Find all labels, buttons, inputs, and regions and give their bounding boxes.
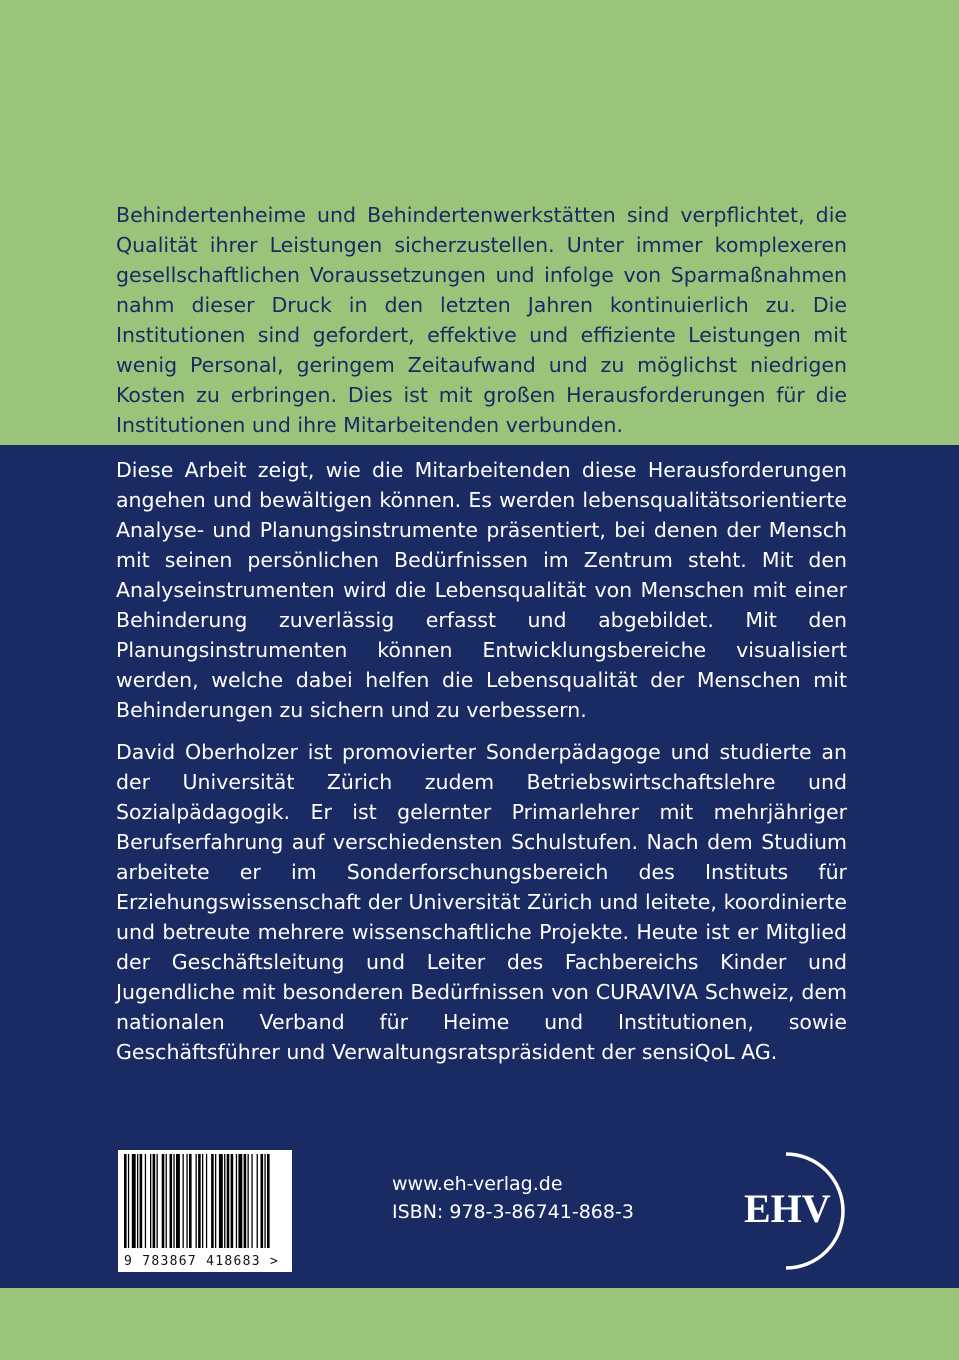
barcode-digits: 9 783867 418683 > <box>124 1254 280 1269</box>
publisher-website: www.eh-verlag.de <box>392 1173 563 1195</box>
publisher-info <box>392 1170 634 1226</box>
barcode-bars <box>118 1150 292 1250</box>
author-bio-paragraph: David Oberholzer ist promovierter Sonderpädagoge und studierte an der Universität Zürich zudem Betriebswirtschaftslehre und Sozialpädagogik. Er ist gelernter Primarlehrer mit mehrjähriger Berufserfahrung auf verschiedensten Schulstufen. Nach dem Studium arbeitete er im Sonderforschungsbereich des Instituts für Erziehungswissenschaft der Universität Zürich und leitete, koordinierte und betreute mehrere wissenschaftliche Projekte. Heute ist er Mitglied der Geschäftsleitung und Leiter des Fachbereichs Kinder und Jugendliche mit besonderen Bedürfnissen von CURAVIVA Schweiz, dem nationalen Verband für Heime und Institutionen, sowie Geschäftsführer und Verwaltungsratspräsident der sensiQoL AG. <box>116 740 847 1064</box>
bottom-green-strip <box>0 1288 959 1360</box>
ehv-logo <box>740 1150 850 1272</box>
intro-paragraph: Behindertenheime und Behindertenwerkstätten sind verpflichtet, die Qualität ihrer Leistungen sicherzustellen. Unter immer komplexeren gesellschaftlichen Voraussetzungen und infolge von Sparmaßnahmen nahm dieser Druck in den letzten Jahren kontinuierlich zu. Die Institutionen sind gefordert, effektive und effiziente Leistungen mit wenig Personal, geringem Zeitaufwand und zu möglichst niedrigen Kosten zu erbringen. Dies ist mit großen Herausforderungen für die Institutionen und ihre Mitarbeitenden verbunden. <box>116 203 847 437</box>
isbn-barcode <box>118 1150 292 1272</box>
logo-text: EHV <box>744 1186 831 1231</box>
work-description-paragraph: Diese Arbeit zeigt, wie die Mitarbeitenden diese Herausforderungen angehen und bewältigen können. Es werden lebensqualitätsorientierte Analyse- und Planungsinstrumente präsentiert, bei denen der Mensch mit seinen persönlichen Bedürfnissen im Zentrum steht. Mit den Analyseinstrumenten wird die Lebensqualität von Menschen mit einer Behinderung zuverlässig erfasst und abgebildet. Mit den Planungsinstrumenten können Entwicklungsbereiche visualisiert werden, welche dabei helfen die Lebensqualität der Menschen mit Behinderungen zu sichern und zu verbessern. <box>116 458 847 722</box>
isbn-number: ISBN: 978-3-86741-868-3 <box>392 1201 634 1223</box>
